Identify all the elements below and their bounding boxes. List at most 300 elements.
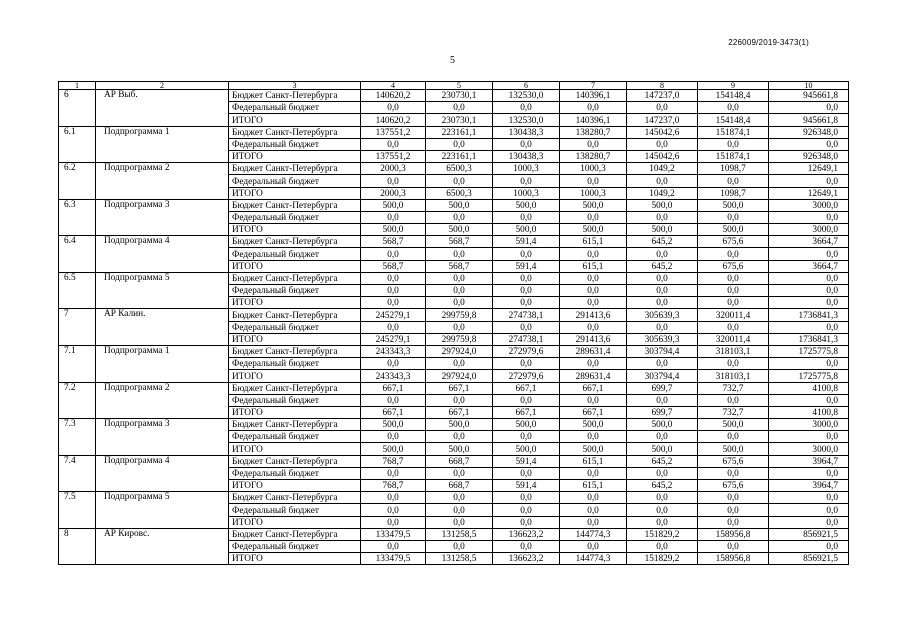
amount-cell: 0,0 bbox=[769, 394, 849, 406]
funding-source-label: Федеральный бюджет bbox=[229, 211, 361, 223]
table-row bbox=[59, 199, 849, 211]
amount-cell: 0,0 bbox=[560, 431, 627, 443]
amount-cell: 0,0 bbox=[769, 175, 849, 187]
amount-cell: 1049,2 bbox=[627, 163, 698, 175]
amount-cell: 0,0 bbox=[361, 516, 426, 528]
row-number: 6.2 bbox=[59, 163, 96, 200]
amount-cell: 500,0 bbox=[426, 419, 493, 431]
amount-cell: 318103,1 bbox=[698, 370, 769, 382]
amount-cell: 0,0 bbox=[627, 175, 698, 187]
amount-cell: 243343,3 bbox=[361, 345, 426, 357]
amount-cell: 0,0 bbox=[493, 297, 560, 309]
row-number: 6.1 bbox=[59, 126, 96, 163]
amount-cell: 0,0 bbox=[769, 138, 849, 150]
amount-cell: 1098,7 bbox=[698, 163, 769, 175]
amount-cell: 0,0 bbox=[560, 272, 627, 284]
amount-cell: 0,0 bbox=[627, 358, 698, 370]
amount-cell: 945661,8 bbox=[769, 114, 849, 126]
amount-cell: 0,0 bbox=[627, 272, 698, 284]
amount-cell: 137551,2 bbox=[361, 126, 426, 138]
amount-cell: 0,0 bbox=[493, 516, 560, 528]
column-number-header: 4 bbox=[361, 82, 426, 90]
amount-cell: 0,0 bbox=[560, 358, 627, 370]
amount-cell: 500,0 bbox=[698, 419, 769, 431]
amount-cell: 0,0 bbox=[426, 297, 493, 309]
amount-cell: 1736841,3 bbox=[769, 333, 849, 345]
amount-cell: 0,0 bbox=[426, 394, 493, 406]
amount-cell: 151874,1 bbox=[698, 150, 769, 162]
amount-cell: 732,7 bbox=[698, 382, 769, 394]
amount-cell: 145042,6 bbox=[627, 126, 698, 138]
amount-cell: 0,0 bbox=[426, 102, 493, 114]
program-name: Подпрограмма 4 bbox=[96, 236, 229, 273]
funding-source-label: Федеральный бюджет bbox=[229, 138, 361, 150]
amount-cell: 675,6 bbox=[698, 455, 769, 467]
funding-source-label: Бюджет Санкт-Петербурга bbox=[229, 419, 361, 431]
amount-cell: 668,7 bbox=[426, 480, 493, 492]
column-number-header: 10 bbox=[769, 82, 849, 90]
amount-cell: 0,0 bbox=[769, 431, 849, 443]
amount-cell: 0,0 bbox=[627, 285, 698, 297]
amount-cell: 132530,0 bbox=[493, 114, 560, 126]
amount-cell: 0,0 bbox=[769, 358, 849, 370]
amount-cell: 732,7 bbox=[698, 406, 769, 418]
amount-cell: 0,0 bbox=[426, 504, 493, 516]
amount-cell: 0,0 bbox=[426, 540, 493, 552]
row-number: 6.5 bbox=[59, 272, 96, 309]
amount-cell: 0,0 bbox=[769, 321, 849, 333]
amount-cell: 768,7 bbox=[361, 480, 426, 492]
amount-cell: 130438,3 bbox=[493, 126, 560, 138]
amount-cell: 0,0 bbox=[493, 431, 560, 443]
amount-cell: 0,0 bbox=[769, 211, 849, 223]
amount-cell: 0,0 bbox=[698, 285, 769, 297]
amount-cell: 0,0 bbox=[627, 138, 698, 150]
amount-cell: 500,0 bbox=[560, 199, 627, 211]
amount-cell: 591,4 bbox=[493, 480, 560, 492]
amount-cell: 500,0 bbox=[426, 224, 493, 236]
table-row bbox=[59, 528, 849, 540]
amount-cell: 0,0 bbox=[361, 492, 426, 504]
amount-cell: 0,0 bbox=[560, 248, 627, 260]
amount-cell: 1725775,8 bbox=[769, 345, 849, 357]
table-row bbox=[59, 90, 849, 102]
amount-cell: 0,0 bbox=[769, 297, 849, 309]
program-name: Подпрограмма 2 bbox=[96, 163, 229, 200]
amount-cell: 297924,0 bbox=[426, 370, 493, 382]
row-number: 7.1 bbox=[59, 345, 96, 382]
amount-cell: 230730,1 bbox=[426, 90, 493, 102]
amount-cell: 0,0 bbox=[560, 394, 627, 406]
amount-cell: 699,7 bbox=[627, 382, 698, 394]
amount-cell: 3964,7 bbox=[769, 480, 849, 492]
table-row bbox=[59, 419, 849, 431]
program-name: Подпрограмма 2 bbox=[96, 382, 229, 419]
program-name: АР Калин. bbox=[96, 309, 229, 346]
amount-cell: 667,1 bbox=[361, 406, 426, 418]
amount-cell: 0,0 bbox=[698, 431, 769, 443]
amount-cell: 151874,1 bbox=[698, 126, 769, 138]
amount-cell: 856921,5 bbox=[769, 553, 849, 565]
amount-cell: 0,0 bbox=[769, 102, 849, 114]
column-number-header: 2 bbox=[96, 82, 229, 90]
amount-cell: 0,0 bbox=[769, 467, 849, 479]
amount-cell: 140620,2 bbox=[361, 90, 426, 102]
amount-cell: 303794,4 bbox=[627, 370, 698, 382]
amount-cell: 0,0 bbox=[493, 358, 560, 370]
funding-source-label: Бюджет Санкт-Петербурга bbox=[229, 528, 361, 540]
funding-source-label: Федеральный бюджет bbox=[229, 321, 361, 333]
amount-cell: 667,1 bbox=[361, 382, 426, 394]
amount-cell: 3664,7 bbox=[769, 236, 849, 248]
amount-cell: 0,0 bbox=[560, 285, 627, 297]
amount-cell: 0,0 bbox=[361, 248, 426, 260]
amount-cell: 0,0 bbox=[560, 504, 627, 516]
amount-cell: 0,0 bbox=[627, 467, 698, 479]
row-number: 7.5 bbox=[59, 492, 96, 529]
amount-cell: 3964,7 bbox=[769, 455, 849, 467]
amount-cell: 0,0 bbox=[698, 211, 769, 223]
funding-source-label: ИТОГО bbox=[229, 553, 361, 565]
amount-cell: 133479,5 bbox=[361, 553, 426, 565]
amount-cell: 615,1 bbox=[560, 480, 627, 492]
amount-cell: 500,0 bbox=[627, 443, 698, 455]
amount-cell: 0,0 bbox=[426, 175, 493, 187]
amount-cell: 0,0 bbox=[426, 285, 493, 297]
amount-cell: 4100,8 bbox=[769, 406, 849, 418]
document-number: 226009/2019-3473(1) bbox=[728, 38, 809, 47]
amount-cell: 144774,3 bbox=[560, 528, 627, 540]
column-number-header: 7 bbox=[560, 82, 627, 90]
amount-cell: 1000,3 bbox=[493, 163, 560, 175]
amount-cell: 1000,3 bbox=[560, 187, 627, 199]
funding-source-label: ИТОГО bbox=[229, 333, 361, 345]
funding-source-label: Бюджет Санкт-Петербурга bbox=[229, 382, 361, 394]
table-row bbox=[59, 272, 849, 284]
amount-cell: 0,0 bbox=[493, 138, 560, 150]
amount-cell: 0,0 bbox=[627, 321, 698, 333]
amount-cell: 568,7 bbox=[361, 236, 426, 248]
amount-cell: 0,0 bbox=[493, 211, 560, 223]
amount-cell: 0,0 bbox=[493, 248, 560, 260]
amount-cell: 305639,3 bbox=[627, 333, 698, 345]
amount-cell: 0,0 bbox=[426, 516, 493, 528]
amount-cell: 0,0 bbox=[493, 272, 560, 284]
amount-cell: 137551,2 bbox=[361, 150, 426, 162]
amount-cell: 1000,3 bbox=[493, 187, 560, 199]
amount-cell: 615,1 bbox=[560, 260, 627, 272]
row-number: 6 bbox=[59, 90, 96, 127]
amount-cell: 500,0 bbox=[560, 419, 627, 431]
amount-cell: 1000,3 bbox=[560, 163, 627, 175]
funding-source-label: Федеральный бюджет bbox=[229, 175, 361, 187]
amount-cell: 667,1 bbox=[560, 406, 627, 418]
amount-cell: 3000,0 bbox=[769, 419, 849, 431]
amount-cell: 500,0 bbox=[698, 224, 769, 236]
column-number-header: 3 bbox=[229, 82, 361, 90]
amount-cell: 675,6 bbox=[698, 480, 769, 492]
amount-cell: 0,0 bbox=[769, 504, 849, 516]
amount-cell: 2000,3 bbox=[361, 187, 426, 199]
amount-cell: 568,7 bbox=[361, 260, 426, 272]
amount-cell: 0,0 bbox=[627, 540, 698, 552]
amount-cell: 926348,0 bbox=[769, 126, 849, 138]
amount-cell: 591,4 bbox=[493, 236, 560, 248]
row-number: 7.3 bbox=[59, 419, 96, 456]
amount-cell: 0,0 bbox=[560, 175, 627, 187]
funding-source-label: ИТОГО bbox=[229, 480, 361, 492]
amount-cell: 0,0 bbox=[426, 492, 493, 504]
program-name: Подпрограмма 5 bbox=[96, 272, 229, 309]
table-row bbox=[59, 126, 849, 138]
amount-cell: 3000,0 bbox=[769, 199, 849, 211]
row-number: 7.2 bbox=[59, 382, 96, 419]
table-row bbox=[59, 236, 849, 248]
amount-cell: 0,0 bbox=[361, 394, 426, 406]
amount-cell: 675,6 bbox=[698, 260, 769, 272]
amount-cell: 272979,6 bbox=[493, 345, 560, 357]
table-header-row bbox=[59, 82, 849, 90]
amount-cell: 645,2 bbox=[627, 480, 698, 492]
amount-cell: 0,0 bbox=[426, 272, 493, 284]
amount-cell: 667,1 bbox=[493, 382, 560, 394]
amount-cell: 0,0 bbox=[493, 175, 560, 187]
amount-cell: 0,0 bbox=[361, 358, 426, 370]
program-name: Подпрограмма 3 bbox=[96, 419, 229, 456]
amount-cell: 0,0 bbox=[698, 321, 769, 333]
amount-cell: 140620,2 bbox=[361, 114, 426, 126]
amount-cell: 151829,2 bbox=[627, 553, 698, 565]
program-name: Подпрограмма 5 bbox=[96, 492, 229, 529]
amount-cell: 274738,1 bbox=[493, 333, 560, 345]
program-name: Подпрограмма 3 bbox=[96, 199, 229, 236]
column-number-header: 1 bbox=[59, 82, 96, 90]
amount-cell: 0,0 bbox=[560, 516, 627, 528]
funding-source-label: ИТОГО bbox=[229, 260, 361, 272]
amount-cell: 6500,3 bbox=[426, 163, 493, 175]
amount-cell: 0,0 bbox=[361, 297, 426, 309]
amount-cell: 131258,5 bbox=[426, 553, 493, 565]
budget-table bbox=[58, 81, 849, 565]
table-row bbox=[59, 309, 849, 321]
amount-cell: 12649,1 bbox=[769, 187, 849, 199]
amount-cell: 1098,7 bbox=[698, 187, 769, 199]
amount-cell: 500,0 bbox=[627, 224, 698, 236]
amount-cell: 591,4 bbox=[493, 455, 560, 467]
amount-cell: 500,0 bbox=[698, 443, 769, 455]
amount-cell: 0,0 bbox=[769, 285, 849, 297]
column-number-header: 6 bbox=[493, 82, 560, 90]
amount-cell: 12649,1 bbox=[769, 163, 849, 175]
amount-cell: 0,0 bbox=[627, 102, 698, 114]
amount-cell: 0,0 bbox=[627, 504, 698, 516]
amount-cell: 500,0 bbox=[361, 224, 426, 236]
amount-cell: 289631,4 bbox=[560, 370, 627, 382]
amount-cell: 615,1 bbox=[560, 236, 627, 248]
amount-cell: 500,0 bbox=[493, 419, 560, 431]
amount-cell: 699,7 bbox=[627, 406, 698, 418]
amount-cell: 3000,0 bbox=[769, 443, 849, 455]
amount-cell: 133479,5 bbox=[361, 528, 426, 540]
amount-cell: 230730,1 bbox=[426, 114, 493, 126]
amount-cell: 223161,1 bbox=[426, 126, 493, 138]
program-name: Подпрограмма 4 bbox=[96, 455, 229, 492]
amount-cell: 0,0 bbox=[426, 358, 493, 370]
amount-cell: 645,2 bbox=[627, 236, 698, 248]
amount-cell: 1049,2 bbox=[627, 187, 698, 199]
amount-cell: 158956,8 bbox=[698, 528, 769, 540]
amount-cell: 154148,4 bbox=[698, 90, 769, 102]
funding-source-label: Федеральный бюджет bbox=[229, 285, 361, 297]
amount-cell: 0,0 bbox=[769, 540, 849, 552]
row-number: 8 bbox=[59, 528, 96, 565]
amount-cell: 668,7 bbox=[426, 455, 493, 467]
funding-source-label: ИТОГО bbox=[229, 187, 361, 199]
amount-cell: 0,0 bbox=[426, 138, 493, 150]
amount-cell: 0,0 bbox=[560, 492, 627, 504]
amount-cell: 1725775,8 bbox=[769, 370, 849, 382]
amount-cell: 223161,1 bbox=[426, 150, 493, 162]
amount-cell: 0,0 bbox=[361, 272, 426, 284]
amount-cell: 0,0 bbox=[560, 467, 627, 479]
amount-cell: 591,4 bbox=[493, 260, 560, 272]
amount-cell: 147237,0 bbox=[627, 90, 698, 102]
amount-cell: 0,0 bbox=[627, 431, 698, 443]
amount-cell: 151829,2 bbox=[627, 528, 698, 540]
amount-cell: 0,0 bbox=[426, 321, 493, 333]
amount-cell: 3664,7 bbox=[769, 260, 849, 272]
funding-source-label: Бюджет Санкт-Петербурга bbox=[229, 492, 361, 504]
amount-cell: 667,1 bbox=[493, 406, 560, 418]
amount-cell: 645,2 bbox=[627, 455, 698, 467]
amount-cell: 0,0 bbox=[560, 297, 627, 309]
table-row bbox=[59, 382, 849, 394]
amount-cell: 140396,1 bbox=[560, 114, 627, 126]
funding-source-label: ИТОГО bbox=[229, 406, 361, 418]
amount-cell: 0,0 bbox=[560, 102, 627, 114]
program-name: Подпрограмма 1 bbox=[96, 126, 229, 163]
amount-cell: 138280,7 bbox=[560, 126, 627, 138]
amount-cell: 320011,4 bbox=[698, 333, 769, 345]
amount-cell: 6500,3 bbox=[426, 187, 493, 199]
amount-cell: 245279,1 bbox=[361, 333, 426, 345]
program-name: Подпрограмма 1 bbox=[96, 345, 229, 382]
amount-cell: 0,0 bbox=[769, 516, 849, 528]
funding-source-label: Бюджет Санкт-Петербурга bbox=[229, 455, 361, 467]
amount-cell: 243343,3 bbox=[361, 370, 426, 382]
amount-cell: 158956,8 bbox=[698, 553, 769, 565]
funding-source-label: ИТОГО bbox=[229, 516, 361, 528]
amount-cell: 945661,8 bbox=[769, 90, 849, 102]
amount-cell: 291413,6 bbox=[560, 333, 627, 345]
amount-cell: 136623,2 bbox=[493, 553, 560, 565]
amount-cell: 140396,1 bbox=[560, 90, 627, 102]
program-name: АР Кировс. bbox=[96, 528, 229, 565]
amount-cell: 0,0 bbox=[698, 504, 769, 516]
funding-source-label: Федеральный бюджет bbox=[229, 504, 361, 516]
amount-cell: 0,0 bbox=[698, 492, 769, 504]
amount-cell: 0,0 bbox=[493, 102, 560, 114]
amount-cell: 0,0 bbox=[698, 102, 769, 114]
funding-source-label: Федеральный бюджет bbox=[229, 102, 361, 114]
amount-cell: 645,2 bbox=[627, 260, 698, 272]
funding-source-label: Бюджет Санкт-Петербурга bbox=[229, 90, 361, 102]
amount-cell: 2000,3 bbox=[361, 163, 426, 175]
amount-cell: 500,0 bbox=[627, 199, 698, 211]
amount-cell: 305639,3 bbox=[627, 309, 698, 321]
amount-cell: 0,0 bbox=[698, 516, 769, 528]
funding-source-label: Федеральный бюджет bbox=[229, 540, 361, 552]
funding-source-label: Федеральный бюджет bbox=[229, 394, 361, 406]
amount-cell: 0,0 bbox=[426, 211, 493, 223]
funding-source-label: Бюджет Санкт-Петербурга bbox=[229, 163, 361, 175]
amount-cell: 675,6 bbox=[698, 236, 769, 248]
amount-cell: 0,0 bbox=[769, 272, 849, 284]
amount-cell: 0,0 bbox=[560, 138, 627, 150]
amount-cell: 667,1 bbox=[426, 382, 493, 394]
table-row bbox=[59, 455, 849, 467]
amount-cell: 0,0 bbox=[560, 321, 627, 333]
table-row bbox=[59, 345, 849, 357]
amount-cell: 768,7 bbox=[361, 455, 426, 467]
funding-source-label: Бюджет Санкт-Петербурга bbox=[229, 199, 361, 211]
amount-cell: 0,0 bbox=[627, 297, 698, 309]
row-number: 6.4 bbox=[59, 236, 96, 273]
amount-cell: 0,0 bbox=[698, 394, 769, 406]
amount-cell: 0,0 bbox=[627, 394, 698, 406]
amount-cell: 0,0 bbox=[426, 467, 493, 479]
amount-cell: 0,0 bbox=[361, 540, 426, 552]
amount-cell: 500,0 bbox=[560, 224, 627, 236]
funding-source-label: ИТОГО bbox=[229, 370, 361, 382]
amount-cell: 0,0 bbox=[698, 297, 769, 309]
amount-cell: 0,0 bbox=[493, 321, 560, 333]
row-number: 7 bbox=[59, 309, 96, 346]
amount-cell: 0,0 bbox=[698, 138, 769, 150]
amount-cell: 0,0 bbox=[698, 467, 769, 479]
amount-cell: 500,0 bbox=[426, 199, 493, 211]
amount-cell: 0,0 bbox=[361, 504, 426, 516]
funding-source-label: ИТОГО bbox=[229, 224, 361, 236]
amount-cell: 500,0 bbox=[426, 443, 493, 455]
amount-cell: 289631,4 bbox=[560, 345, 627, 357]
amount-cell: 0,0 bbox=[698, 358, 769, 370]
amount-cell: 568,7 bbox=[426, 236, 493, 248]
amount-cell: 0,0 bbox=[426, 431, 493, 443]
row-number: 6.3 bbox=[59, 199, 96, 236]
amount-cell: 0,0 bbox=[560, 211, 627, 223]
amount-cell: 500,0 bbox=[361, 199, 426, 211]
amount-cell: 0,0 bbox=[361, 431, 426, 443]
amount-cell: 0,0 bbox=[493, 540, 560, 552]
amount-cell: 500,0 bbox=[560, 443, 627, 455]
amount-cell: 568,7 bbox=[426, 260, 493, 272]
amount-cell: 318103,1 bbox=[698, 345, 769, 357]
program-name: АР Выб. bbox=[96, 90, 229, 127]
amount-cell: 0,0 bbox=[493, 492, 560, 504]
amount-cell: 132530,0 bbox=[493, 90, 560, 102]
funding-source-label: ИТОГО bbox=[229, 114, 361, 126]
funding-source-label: ИТОГО bbox=[229, 150, 361, 162]
amount-cell: 303794,4 bbox=[627, 345, 698, 357]
amount-cell: 0,0 bbox=[361, 285, 426, 297]
funding-source-label: Бюджет Санкт-Петербурга bbox=[229, 236, 361, 248]
amount-cell: 0,0 bbox=[698, 248, 769, 260]
amount-cell: 3000,0 bbox=[769, 224, 849, 236]
table-row bbox=[59, 492, 849, 504]
amount-cell: 147237,0 bbox=[627, 114, 698, 126]
amount-cell: 0,0 bbox=[769, 248, 849, 260]
